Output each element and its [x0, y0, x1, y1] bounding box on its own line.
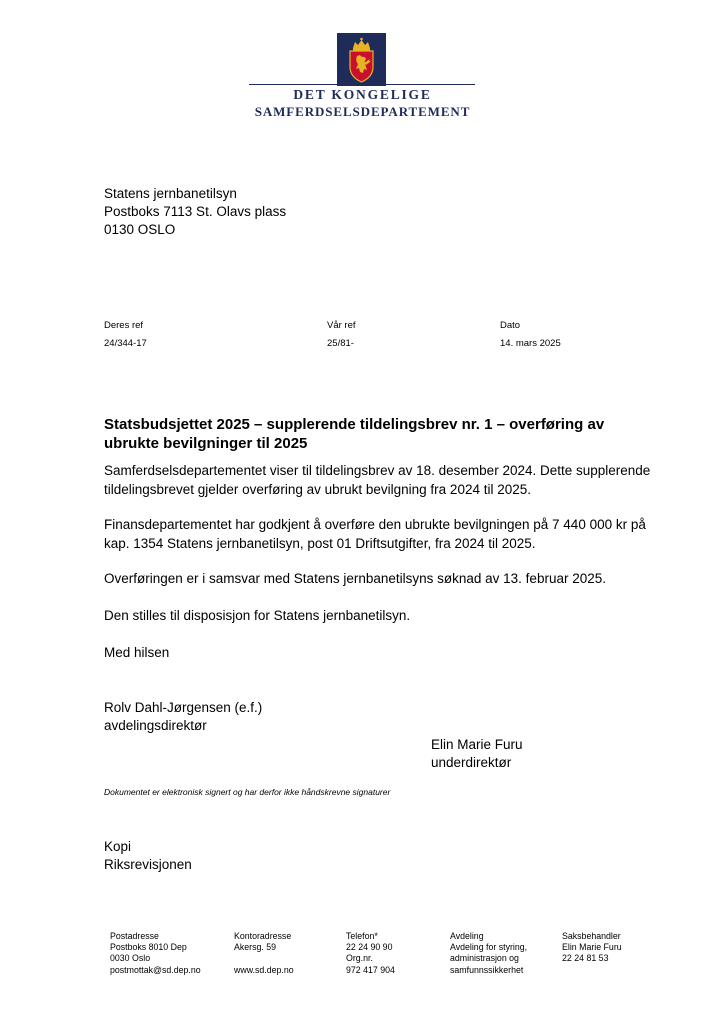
signatory-2-name: Elin Marie Furu	[431, 737, 523, 752]
our-ref-value: 25/81-	[327, 338, 354, 349]
footer-case-officer-label: Saksbehandler	[562, 931, 621, 941]
logo-title-line1: DET KONGELIGE	[293, 87, 432, 102]
body-paragraph-4: Den stilles til disposisjon for Statens jernbanetilsyn.	[104, 608, 411, 623]
electronic-signature-note: Dokumentet er elektronisk signert og har derfor ikke håndskrevne signaturer	[104, 787, 391, 797]
letter-subject: Statsbudsjettet 2025 – supplerende tildelingsbrev nr. 1 – overføring av ubrukte bevilgninger til 2025	[104, 416, 605, 452]
signatory-2-title: underdirektør	[431, 755, 512, 770]
footer-department-line2: administrasjon og	[450, 953, 519, 964]
footer-office-blank	[234, 953, 294, 964]
footer-orgnr-value: 972 417 904	[346, 964, 395, 975]
footer-orgnr-label: Org.nr.	[346, 953, 373, 964]
copy-label: Kopi	[104, 839, 132, 854]
recipient-name: Statens jernbanetilsyn	[104, 186, 237, 201]
footer-office-street: Akersg. 59	[234, 942, 277, 953]
recipient-street: Postboks 7113 St. Olavs plass	[104, 204, 287, 219]
footer-department-line1: Avdeling for styring,	[450, 942, 528, 953]
footer-postal-address	[110, 931, 201, 976]
footer-department	[450, 931, 527, 976]
footer-postal-label: Postadresse	[110, 931, 159, 941]
footer-case-officer-name: Elin Marie Furu	[562, 942, 622, 953]
our-ref-label: Vår ref	[327, 320, 356, 331]
copy-recipient: Riksrevisjonen	[104, 857, 192, 872]
footer-case-officer	[562, 931, 622, 965]
closing-greeting: Med hilsen	[104, 645, 170, 660]
footer-department-label: Avdeling	[450, 931, 484, 941]
logo-divider	[249, 84, 475, 85]
body-paragraph-1: Samferdselsdepartementet viser til tildelingsbrev av 18. desember 2024. Dette supplerende tildelingsbrevet gjelder overføring av ubrukt bevilgning fra 2024 til 2025.	[104, 463, 651, 497]
footer-office-address	[234, 931, 294, 976]
footer-email: postmottak@sd.dep.no	[110, 964, 201, 975]
footer-website: www.sd.dep.no	[234, 964, 294, 975]
logo-title-line2: SAMFERDSELSDEPARTEMENT	[254, 104, 471, 119]
footer-phone	[346, 931, 395, 976]
footer-postal-box: Postboks 8010 Dep	[110, 942, 187, 953]
your-ref-value: 24/344-17	[104, 338, 147, 349]
signatory-1-name: Rolv Dahl-Jørgensen (e.f.)	[104, 700, 263, 715]
recipient-city: 0130 OSLO	[104, 222, 176, 237]
date-label: Dato	[500, 320, 521, 331]
footer-phone-label: Telefon*	[346, 931, 378, 941]
footer-postal-city: 0030 Oslo	[110, 953, 151, 964]
body-paragraph-2: Finansdepartementet har godkjent å overføre den ubrukte bevilgningen på 7 440 000 kr på kap. 1354 Statens jernbanetilsyn, post 01 Driftsutgifter, fra 2024 til 2025.	[104, 517, 646, 551]
coat-of-arms-icon	[337, 33, 386, 86]
signatory-1-title: avdelingsdirektør	[104, 718, 207, 733]
date-value: 14. mars 2025	[500, 338, 561, 349]
footer-case-officer-phone: 22 24 81 53	[562, 953, 609, 964]
footer-office-label: Kontoradresse	[234, 931, 292, 941]
footer-department-line3: samfunnssikkerhet	[450, 964, 524, 975]
body-paragraph-3: Overføringen er i samsvar med Statens jernbanetilsyns søknad av 13. februar 2025.	[104, 571, 606, 586]
footer-phone-number: 22 24 90 90	[346, 942, 393, 953]
your-ref-label: Deres ref	[104, 320, 144, 331]
